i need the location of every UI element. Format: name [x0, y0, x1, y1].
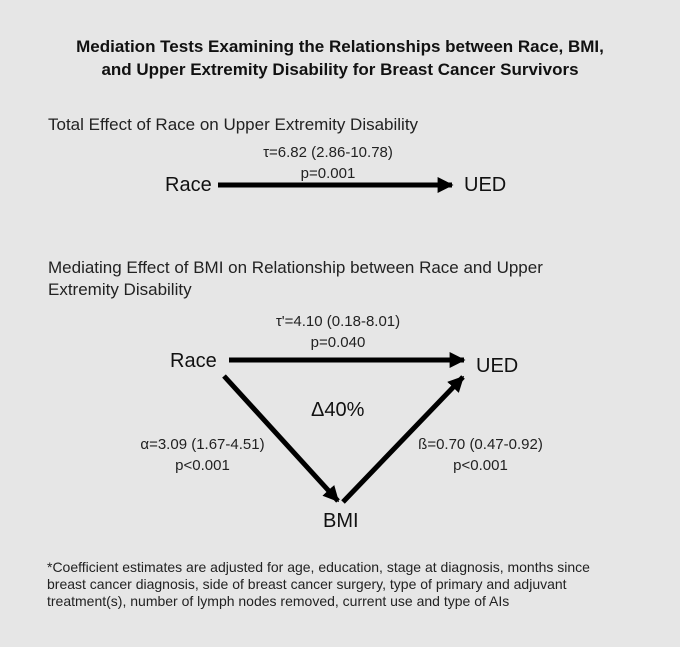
total-effect-coef: τ=6.82 (2.86-10.78) — [263, 144, 393, 161]
footnote-line-3: treatment(s), number of lymph nodes removed, current use and type of AIs — [47, 593, 510, 609]
title-line-1: Mediation Tests Examining the Relationships between Race, BMI, — [76, 37, 604, 56]
mediating-heading-line-2: Extremity Disability — [48, 280, 192, 299]
alpha-p: p<0.001 — [175, 457, 230, 474]
total-effect-heading: Total Effect of Race on Upper Extremity Disability — [48, 115, 419, 134]
beta-p: p<0.001 — [453, 457, 508, 474]
alpha-coef: α=3.09 (1.67-4.51) — [140, 436, 265, 453]
beta-coef: ß=0.70 (0.47-0.92) — [418, 436, 543, 453]
delta-percent-label: Δ40% — [311, 399, 365, 421]
race-to-bmi-arrow — [224, 376, 338, 501]
mediating-heading-line-1: Mediating Effect of BMI on Relationship between Race and Upper — [48, 258, 543, 277]
title-line-2: and Upper Extremity Disability for Breast Cancer Survivors — [101, 60, 579, 79]
footnote-line-1: *Coefficient estimates are adjusted for age, education, stage at diagnosis, months since — [47, 559, 590, 575]
mediating-ued-node: UED — [476, 355, 519, 377]
total-race-node: Race — [165, 174, 212, 196]
footnote — [47, 559, 647, 610]
footnote-line-2: breast cancer diagnosis, side of breast cancer surgery, type of primary and adjuvant — [47, 576, 567, 592]
direct-effect-p: p=0.040 — [310, 334, 366, 351]
total-effect-p: p=0.001 — [300, 165, 356, 182]
bmi-to-ued-arrow — [343, 377, 463, 502]
direct-effect-coef: τ'=4.10 (0.18-8.01) — [275, 313, 401, 330]
bmi-node: BMI — [323, 510, 359, 532]
total-ued-node: UED — [464, 174, 507, 196]
mediating-race-node: Race — [170, 350, 217, 372]
